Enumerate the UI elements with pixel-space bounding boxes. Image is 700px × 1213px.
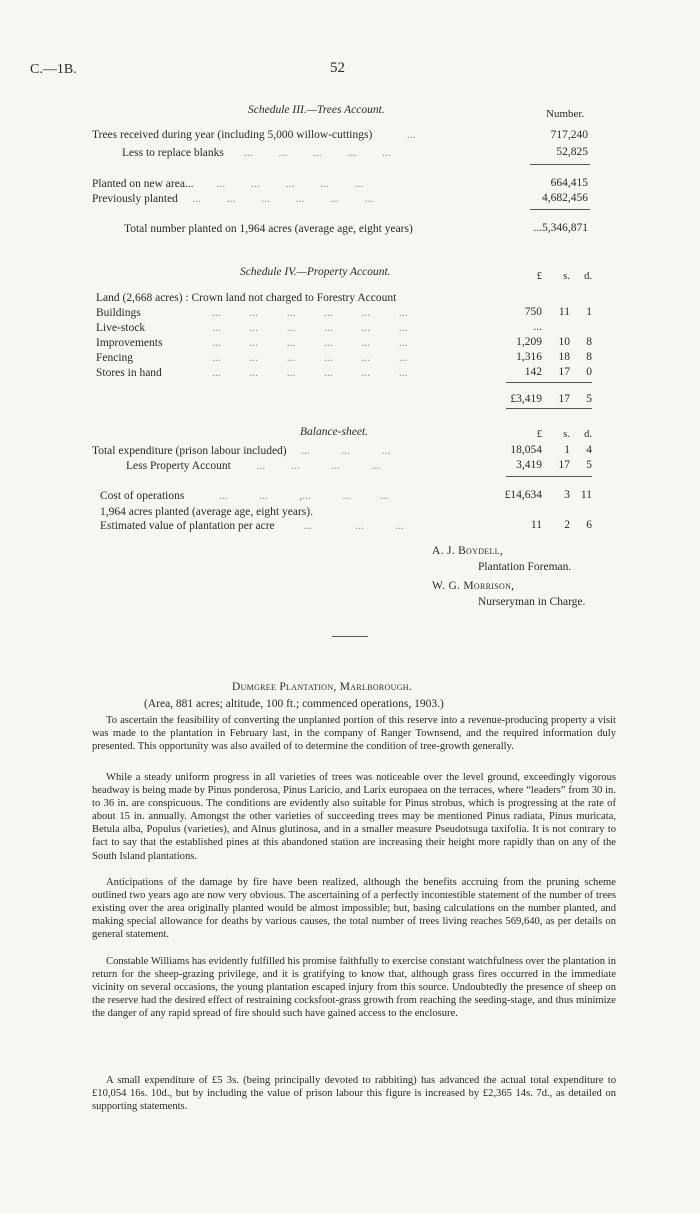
col-shillings: s. (563, 429, 570, 440)
divider (506, 408, 592, 409)
schedule3-value: 717,240 (550, 129, 588, 141)
section-divider (332, 636, 368, 637)
cost-shillings: 3 (564, 489, 570, 501)
divider (506, 476, 592, 477)
schedule4-title: Schedule IV.—Property Account. (240, 266, 391, 278)
schedule4-row: Fencing (96, 352, 134, 364)
divider (530, 164, 590, 165)
signature-title: Nurseryman in Charge. (478, 596, 586, 608)
signature-title: Plantation Foreman. (478, 561, 572, 573)
balance-cost-row: Cost of operations ... ... ,... ... ... (100, 490, 389, 502)
amount-shillings: 10 (558, 336, 570, 348)
leader-dots: ... ... ... ... ... ... (212, 352, 408, 364)
schedule3-row: Less to replace blanks ... ... ... ... ... (122, 147, 391, 159)
balance-row: Less Property Account ... ... ... ... (126, 460, 381, 472)
amount-shillings: 17 (558, 366, 570, 378)
amount-pence: 8 (586, 351, 592, 363)
schedule3-value: 52,825 (556, 146, 588, 158)
amount-pounds: 750 (524, 306, 542, 318)
amount-pence: 5 (586, 459, 592, 471)
col-pounds: £ (536, 271, 542, 282)
schedule3-col-head: Number. (546, 108, 585, 120)
total-pounds: £3,419 (510, 393, 542, 405)
schedule3-title: Schedule III.—Trees Account. (248, 104, 385, 116)
schedule3-total-value: ...5,346,871 (533, 222, 588, 234)
amount-pence: 8 (586, 336, 592, 348)
body-paragraph: A small expenditure of £5 3s. (being principally devoted to rabbiting) has advanced the actual total expenditure to £10,054 16s. 10d., but by including the value of prison labour this figure is increased by £2,365 14s. 7d., as detailed on supporting statements. (92, 1075, 616, 1113)
balance-estimate-row: Estimated value of plantation per acre ... ... ... (100, 520, 405, 532)
page-number: 52 (330, 60, 345, 76)
body-paragraph: While a steady uniform progress in all varieties of trees was noticeable over the level ground, exceedingly vigorous headway is being made by Pinus ponderosa, Pinus Laricio, and Larix europaea on the terraces, where “leaders” from 30 in. to 36 in. are conspicuous. The conditions are evidently also suitable for Pinus strobus, which is progressing at the rate of about 15 in. annually. Amongst the other varieties of succeeding trees may be mentioned Pinus radiata, Pinus muricata, Betula alba, Populus (varieties), and Alnus glutinosa, and in a smaller measure Pseudotsuga taxifolia. It is not contrary to fact to say that the established pines at this abandoned station are increasing their height more rapidly than on any of the South Island plantations. (92, 772, 616, 862)
schedule4-land-row: Land (2,668 acres) : Crown land not charged to Forestry Account (96, 292, 397, 304)
signature-name: A. J. Boydell, (432, 545, 504, 557)
divider (506, 382, 592, 383)
schedule4-row: Buildings (96, 307, 141, 319)
total-shillings: 17 (558, 393, 570, 405)
estimate-pounds: 11 (530, 519, 542, 531)
estimate-shillings: 2 (564, 519, 570, 531)
amount-pence: 0 (586, 366, 592, 378)
section-heading: Dumgree Plantation, Marlborough. (232, 681, 413, 693)
document-code: C.—1B. (30, 62, 77, 77)
schedule4-row: Stores in hand (96, 367, 162, 379)
schedule3-value: 4,682,456 (542, 192, 588, 204)
signature-name: W. G. Morrison, (432, 580, 515, 592)
leader-dots: ... ... ... ... ... ... (212, 307, 408, 319)
amount-shillings: 18 (558, 351, 570, 363)
amount-pounds: 142 (524, 366, 542, 378)
section-subheading: (Area, 881 acres; altitude, 100 ft.; commenced operations, 1903.) (144, 698, 444, 710)
schedule3-total-label: Total number planted on 1,964 acres (average age, eight years) (124, 223, 413, 235)
cost-pence: 11 (580, 489, 592, 501)
schedule3-row: Planted on new area... ... ... ... ... ... (92, 178, 364, 190)
body-paragraph: Constable Williams has evidently fulfilled his promise faithfully to exercise constant watchfulness over the plantation in return for the sheep-grazing privilege, and it is gratifying to know that, although grass fires occurred in the immediate vicinity on several occasions, the young plantation escaped injury from this source. Undoubtedly the presence of sheep on the reserve had the desired effect of restraining cocksfoot-grass growth from reaching the seeding-stage, and thus minimize the danger of any rapid spread of fire should such have gained access to the enclosure. (92, 956, 616, 1020)
schedule3-value: 664,415 (550, 177, 588, 189)
amount-pounds: 18,054 (510, 444, 542, 456)
amount-shillings: 1 (564, 444, 570, 456)
balance-acres-line: 1,964 acres planted (average age, eight years). (100, 506, 313, 518)
divider (530, 209, 590, 210)
leader-dots: ... ... ... ... ... ... (212, 337, 408, 349)
amount-shillings: 17 (558, 459, 570, 471)
balance-row: Total expenditure (prison labour included) ... ... ... (92, 445, 391, 457)
balance-title: Balance-sheet. (300, 426, 369, 438)
col-pence: d. (584, 271, 592, 282)
schedule3-row: Trees received during year (including 5,000 willow-cuttings) ... (92, 129, 416, 141)
col-shillings: s. (563, 271, 570, 282)
col-pounds: £ (536, 429, 542, 440)
schedule4-row: Live-stock (96, 322, 146, 334)
col-pence: d. (584, 429, 592, 440)
amount-pence: 1 (586, 306, 592, 318)
body-paragraph: To ascertain the feasibility of converting the unplanted portion of this reserve into a revenue-producing property a visit was made to the plantation in February last, in the company of Ranger Townsend, and the required information duly presented. This opportunity was also availed of to determine the condition of tree-growth generally. (92, 715, 616, 753)
amount-pounds: ... (533, 321, 542, 333)
leader-dots: ... ... ... ... ... ... (212, 367, 408, 379)
amount-shillings: 11 (558, 306, 570, 318)
cost-pounds: £14,634 (504, 489, 542, 501)
schedule3-row: Previously planted ... ... ... ... ... ... (92, 193, 374, 205)
body-paragraph: Anticipations of the damage by fire have been realized, although the benefits accruing from the pruning scheme outlined two years ago are now very obvious. The ascertaining of a perfectly incontestible statement of the number of trees existing over the area originally planted would be almost impossible; but, basing calculations on the number planted, and making special allowance for deaths by various causes, the total number of trees living reaches 569,640, as per details on general statement. (92, 877, 616, 941)
total-pence: 5 (586, 393, 592, 405)
schedule4-row: Improvements (96, 337, 163, 349)
amount-pence: 4 (586, 444, 592, 456)
leader-dots: ... ... ... ... ... ... (212, 322, 408, 334)
amount-pounds: 1,316 (516, 351, 542, 363)
estimate-pence: 6 (586, 519, 592, 531)
amount-pounds: 3,419 (516, 459, 542, 471)
amount-pounds: 1,209 (516, 336, 542, 348)
